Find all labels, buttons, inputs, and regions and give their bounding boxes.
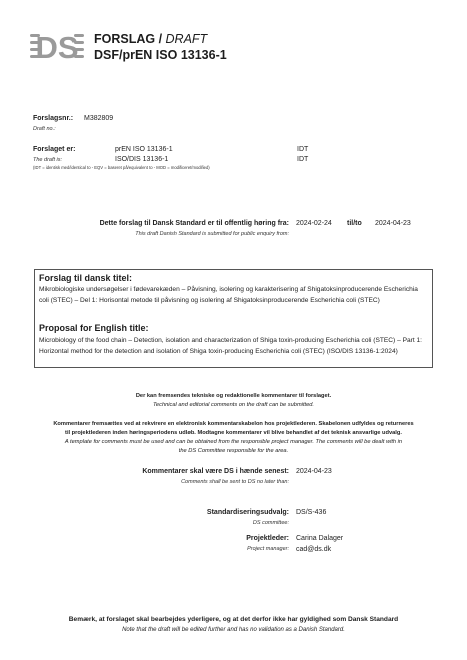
english-title-text: Microbiology of the food chain – Detection, isolation and characterization of Shiga toxin-producing Escherichia coli (STEC) – Part 1: Horizontal method for the detection and isolation of Shiga toxin-producing Escherichia coli (STEC) (ISO/DIS 13136-1:2024): [39, 337, 423, 355]
hearing-label: Dette forslag til Dansk Standard er til offentlig høring fra:: [99, 220, 289, 227]
ds-logo: [30, 30, 84, 60]
forslagsnr-label-en: Draft no.:: [33, 126, 56, 132]
ds-logo-text: DS: [35, 30, 79, 60]
forslaget-er-label-en: The draft is:: [33, 157, 63, 163]
forslaget-er-label: Forslaget er:: [33, 146, 76, 153]
forslagsnr-value: M382809: [84, 115, 114, 122]
document-id: DSF/prEN ISO 13136-1: [94, 48, 227, 62]
danish-title-text: Mikrobiologiske undersøgelser i fødevarekæden – Påvisning, isolering og karakterisering af Shigatoksinproducerende Escherichia coli (STEC) – Del 1: Horisontal metode til påvisning og isolering af Shigatoksinproducerende Escherichia coli (STEC): [39, 286, 418, 304]
project-manager-name: Carina Dalager: [296, 535, 344, 542]
project-manager-label: Projektleder:: [246, 535, 289, 542]
title-prefix: FORSLAG /: [94, 32, 166, 46]
reference-2: ISO/DIS 13136-1: [115, 156, 169, 163]
relation-2: IDT: [297, 156, 309, 163]
deadline-value: 2024-04-23: [296, 468, 332, 475]
project-manager-label-en: Project manager:: [247, 546, 289, 552]
template-note-da-2: til projektlederen inden høringsperiodens udløb. Modtagne kommentarer vil blive behandlet af det teknisk ansvarlige udvalg.: [65, 430, 402, 436]
danish-title-heading: Forslag til dansk titel:: [39, 273, 133, 283]
english-title-heading: Proposal for English title:: [39, 323, 149, 333]
comments-note-da: Der kan fremsendes tekniske og redaktionelle kommentarer til forslaget.: [135, 393, 332, 399]
draft-title: [94, 32, 207, 46]
title-box: [34, 269, 433, 368]
template-note-en-1: A template for comments must be used and can be obtained from the responsible project manager. The comments will be dealt with in: [64, 439, 403, 445]
title-draft: DRAFT: [165, 32, 208, 46]
hearing-from: 2024-02-24: [296, 220, 332, 227]
comments-note-en: Technical and editorial comments on the draft can be submitted.: [152, 402, 315, 408]
relation-1: IDT: [297, 146, 309, 153]
template-note-en-2: the DS Committee responsible for the area.: [178, 448, 289, 454]
forslagsnr-label: Forslagsnr.:: [33, 115, 74, 122]
footer-note-da: Bemærk, at forslaget skal bearbejdes yderligere, og at det derfor ikke har gyldighed som Dansk Standard: [68, 616, 399, 623]
reference-1: prEN ISO 13136-1: [115, 146, 173, 153]
hearing-to-label: til/to: [347, 220, 362, 227]
project-manager-email[interactable]: cad@ds.dk: [296, 546, 332, 553]
deadline-label: Kommentarer skal være DS i hænde senest:: [142, 468, 289, 475]
committee-label: Standardiseringsudvalg:: [206, 509, 289, 516]
hearing-label-en: This draft Danish Standard is submitted for public enquiry from:: [135, 231, 289, 237]
committee-label-en: DS committee:: [252, 520, 289, 526]
template-note-da-1: Kommentarer fremsættes ved at rekvirere en elektronisk kommentarskabelon hos projektlederen. Skabelonen udfyldes og returneres: [53, 421, 414, 427]
footer-note-en: Note that the draft will be edited further and has no validation as a Danish Standard.: [122, 627, 345, 633]
relation-note: (IDT = identisk med/identical to - EQV = baseret på/equivalent to - MOD = modificeret/modified): [33, 165, 210, 170]
committee-value: DS/S-436: [296, 509, 327, 516]
deadline-label-en: Comments shall be sent to DS no later than:: [181, 479, 289, 485]
hearing-to: 2024-04-23: [375, 220, 411, 227]
